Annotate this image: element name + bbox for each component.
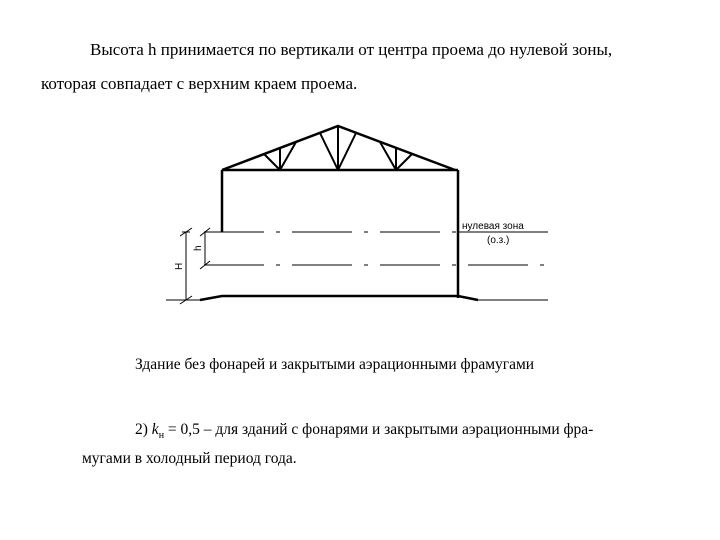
paragraph-2-line-2: мугами в холодный период года. xyxy=(82,450,297,467)
label-H: H xyxy=(174,262,185,270)
paragraph-2-text: – для зданий с фонарями и закрытыми аэрационными фра- xyxy=(199,421,594,438)
k-value: = 0,5 xyxy=(164,421,200,438)
building-base xyxy=(200,296,478,300)
paragraph-1-line-2: которая совпадает с верхним краем проема. xyxy=(41,74,358,93)
paragraph-1-line-1: Высота h принимается по вертикали от центра проема до нулевой зоны, xyxy=(90,40,613,59)
label-h: h xyxy=(193,245,204,251)
neutral-zone-abbr: (о.з.) xyxy=(487,235,510,246)
item-number: 2) xyxy=(135,421,148,438)
neutral-zone-label: нулевая зона xyxy=(462,221,524,232)
k-subscript: н xyxy=(158,430,165,442)
figure-caption: Здание без фонарей и закрытыми аэрационными фрамугами xyxy=(135,356,535,373)
truss-web xyxy=(264,126,412,170)
paragraph-2-line-1 xyxy=(135,421,593,442)
k-symbol: k xyxy=(151,421,159,438)
